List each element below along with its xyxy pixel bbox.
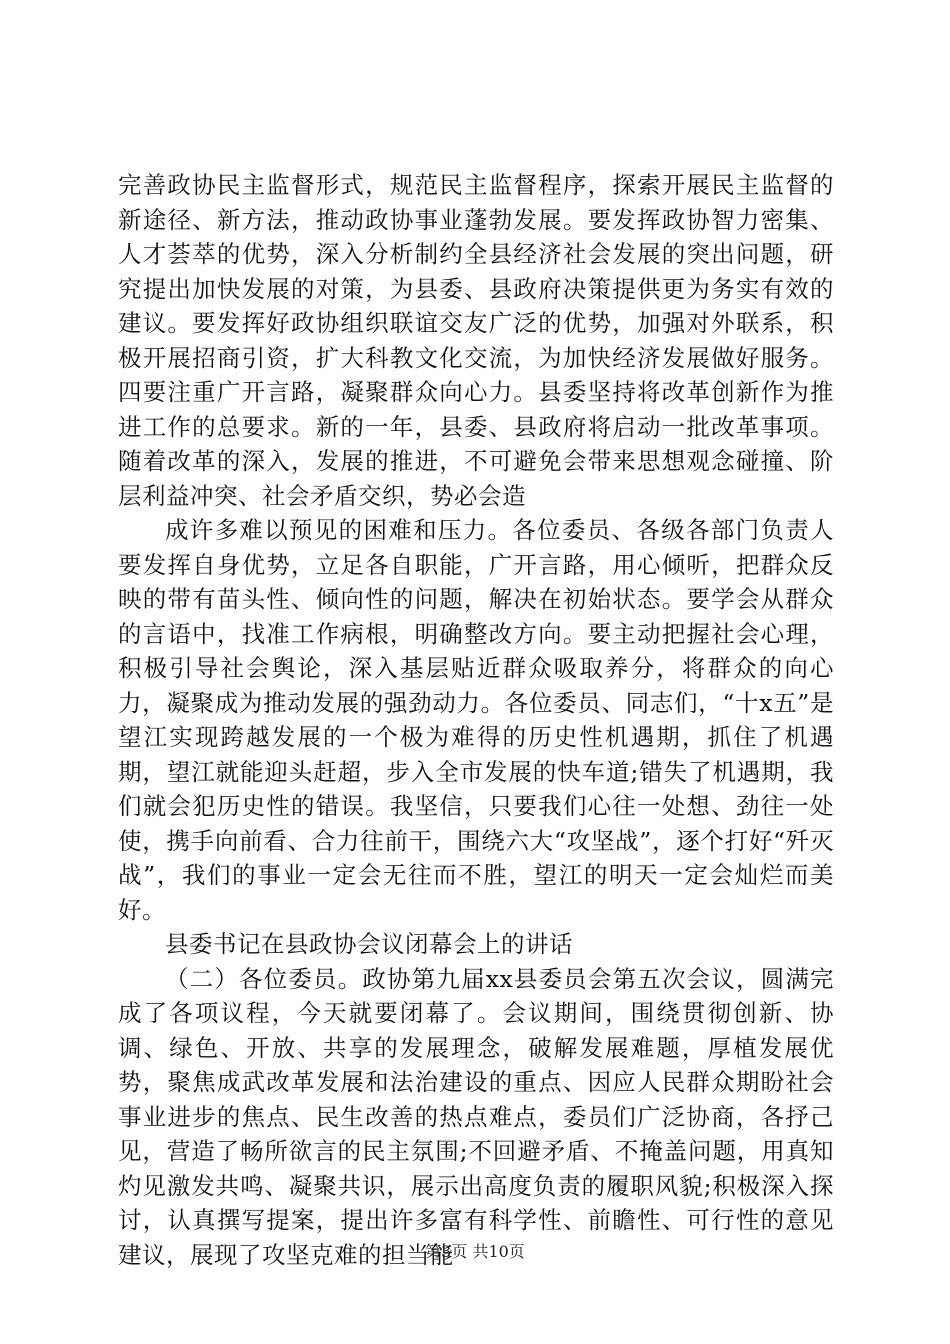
- document-body: [118, 168, 834, 1272]
- section-title: 县委书记在县政协会议闭幕会上的讲话: [165, 930, 573, 958]
- paragraph-2: 成许多难以预见的困难和压力。各位委员、各级各部门负责人要发挥自身优势，立足各自职能，广开言路，用心倾听，把群众反映的带有苗头性、倾向性的问题，解决在初始状态。要学会从群众的言语中，找准工作病根，明确整改方向。要主动把握社会心理，积极引导社会舆论，深入基层贴近群众吸取养分，将群众的向心力，凝聚成为推动发展的强劲动力。各位委员、同志们，“十x五”是望江实现跨越发展的一个极为难得的历史性机遇期，抓住了机遇期，望江就能迎头赶超，步入全市发展的快车道;错失了机遇期，我们就会犯历史性的错误。我坚信，只要我们心往一处想、劲往一处使，携手向前看、合力往前干，围绕六大“攻坚战”，逐个打好“歼灭战”，我们的事业一定会无往而不胜，望江的明天一定会灿烂而美好。: [118, 516, 834, 924]
- page-footer: 第3页 共10页: [425, 1242, 525, 1261]
- paragraph-1: 完善政协民主监督形式，规范民主监督程序，探索开展民主监督的新途径、新方法，推动政协事业蓬勃发展。要发挥政协智力密集、人才荟萃的优势，深入分析制约全县经济社会发展的突出问题，研究提出加快发展的对策，为县委、县政府决策提供更为务实有效的建议。要发挥好政协组织联谊交友广泛的优势，加强对外联系，积极开展招商引资，扩大科教文化交流，为加快经济发展做好服务。四要注重广开言路，凝聚群众向心力。县委坚持将改革创新作为推进工作的总要求。新的一年，县委、县政府将启动一批改革事项。随着改革的深入，发展的推进，不可避免会带来思想观念碰撞、阶层利益冲突、社会矛盾交织，势必会造: [118, 171, 834, 510]
- paragraph-3: （二）各位委员。政协第九届xx县委员会第五次会议，圆满完成了各项议程，今天就要闭幕了。会议期间，围绕贯彻创新、协调、绿色、开放、共享的发展理念，破解发展难题，厚植发展优势，聚焦成武改革发展和法治建设的重点、因应人民群众期盼社会事业进步的焦点、民生改善的热点难点，委员们广泛协商，各抒己见，营造了畅所欲言的民主氛围;不回避矛盾、不掩盖问题，用真知灼见激发共鸣、凝聚共识，展示出高度负责的履职风貌;积极深入探讨，认真撰写提案，提出许多富有科学性、前瞻性、可行性的意见建议，展现了攻坚克难的担当能: [118, 964, 834, 1269]
